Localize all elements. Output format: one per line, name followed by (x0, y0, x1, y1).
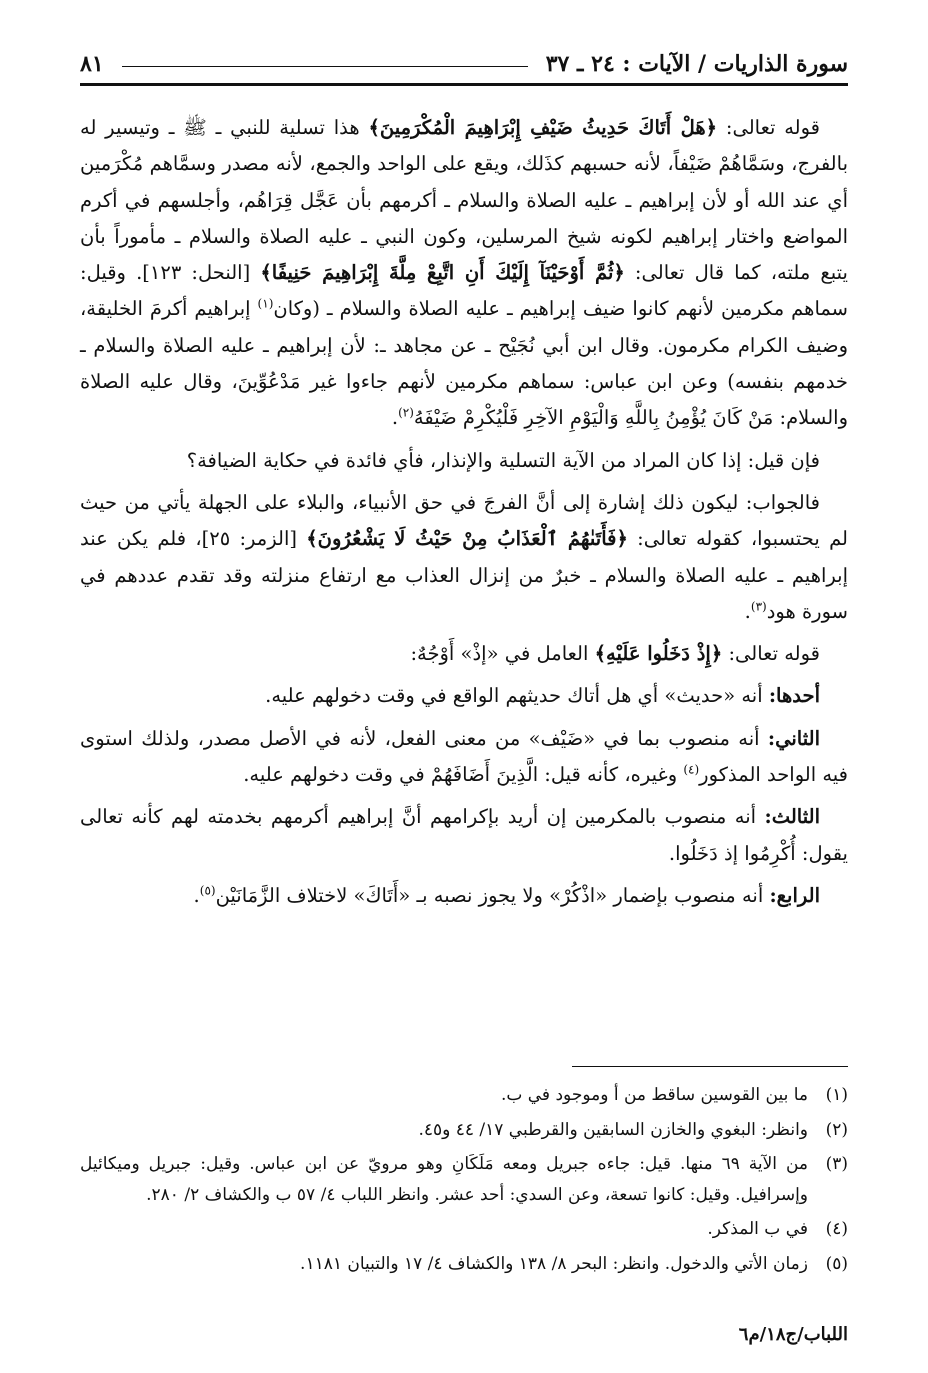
p4-text: العامل في «إذْ» أَوْجُهٌ: (410, 642, 595, 666)
term-third: الثالث: (764, 805, 820, 829)
main-text (80, 110, 848, 920)
footnote-5 (80, 1249, 848, 1280)
p1-text2: [النحل: ١٢٣]. وقيل: سماهم مكرمين لأنهم كانوا ضيف إبراهيم ـ عليه الصلاة والسلام ـ (وكان (80, 261, 848, 321)
footnote-1 (80, 1080, 848, 1111)
footnote-text: ما بين القوسين ساقط من أ وموجود في ب. (500, 1085, 808, 1105)
quran-quote-4: ﴿إِذْ دَخَلُوا عَلَيْهِ﴾ (594, 642, 723, 666)
paragraph-2: فإن قيل: إذا كان المراد من الآية التسلية والإنذار، فأي فائدة في حكاية الضيافة؟ (186, 448, 820, 472)
p8-end: . (193, 883, 200, 907)
p5-text: أنه «حديث» أي هل أتاك حديثهم الواقع في وقت دخولهم عليه. (265, 684, 769, 708)
quran-quote-3: ﴿فَأَتَىٰهُمُ ٱلْعَذَابُ مِنْ حَيْثُ لَا يَشْعُرُونَ﴾ (306, 527, 628, 551)
footnote-separator (572, 1066, 848, 1067)
footnote-3 (80, 1149, 848, 1210)
paragraph-1 (80, 110, 848, 437)
p1-lead: قوله تعالى: (717, 116, 821, 139)
p1-end: . (391, 406, 399, 430)
footnote-number: (٤) (825, 1219, 848, 1239)
paragraph-5 (80, 678, 848, 714)
p4-lead: قوله تعالى: (722, 642, 820, 666)
footnote-ref-1: (١) (257, 296, 274, 311)
paragraph-7 (80, 799, 848, 872)
p7-text: أنه منصوب بالمكرمين إن أريد بإكرامهم أنَّ إبراهيم أكرمهم بخدمته لهم كأنه تعالى يقول: أُكْرِمُوا إذ دَخَلُوا. (80, 805, 848, 865)
footnote-number: (٥) (825, 1253, 848, 1274)
p1-text: هذا تسلية للنبي ـ ﷺ ـ وتيسير له بالفرج، وسَمَّاهُمْ ضَيْفاً، لأنه حسبهم كذَلك، ويقع على الواحد والجمع، لأنه مصدر وسمَّاهم مُكْرَمين أي عند الله أو لأن إبراهيم ـ عليه الصلاة والسلام ـ أكرمهم بأن عَجَّل قِرَاهُم، وأجلسهم في أكرم المواضع واختار إبراهيم لكونه شيخ المرسلين، وكون النبي ـ عليه الصلاة والسلام ـ مأموراً بأن يتبع ملته، كما قال تعالى: (80, 116, 848, 285)
p3-text2: [الزمر: ٢٥]، فلم يكن عند إبراهيم ـ عليه الصلاة والسلام ـ خبرٌ من إنزال العذاب مع ارتفاع منزلته وقد تقدم عددهم في سورة هود (80, 527, 848, 623)
term-first: أحدها: (768, 684, 820, 708)
quran-quote-1: ﴿هَلْ أَتَاكَ حَدِيثُ ضَيْفِ إِبْرَاهِيمَ الْمُكْرَمِينَ﴾ (368, 116, 718, 139)
paragraph-3 (80, 485, 848, 630)
footnote-text: في ب المذكر. (707, 1219, 808, 1239)
p8-text: أنه منصوب بإضمار «اذْكُرْ» ولا يجوز نصبه بـ «أَتَاكَ» لاختلاف الزَّمَانَيْن (215, 883, 770, 907)
footnote-ref-5: (٥) (199, 883, 216, 898)
footnote-ref-3: (٣) (750, 599, 767, 614)
quran-quote-2: ﴿ثُمَّ أَوْحَيْنَآ إِلَيْكَ أَنِ اتَّبِعْ مِلَّةَ إِبْرَاهِيمَ حَنِيفًا﴾ (260, 261, 625, 285)
footnote-4 (80, 1214, 848, 1245)
footnote-number: (٣) (825, 1154, 848, 1174)
p6-text: أنه منصوب بما في «ضَيْف» من معنى الفعل، لأنه في الأصل مصدر، ولذلك استوى فيه الواحد المذكور (80, 726, 848, 787)
footnote-text: زمان الأتي والدخول. وانظر: البحر ٨/ ١٣٨ والكشاف ٤/ ١٧ والتبيان ١١٨١. (300, 1253, 808, 1274)
footnote-ref-4: (٤) (683, 762, 700, 777)
footnote-number: (١) (825, 1085, 848, 1105)
footnotes (80, 1080, 848, 1283)
footnote-text: وانظر: البغوي والخازن السابقين والقرطبي ١٧/ ٤٤ و٤٥. (418, 1119, 808, 1140)
header-title: سورة الذاريات / الآيات : ٢٤ ـ ٣٧ (545, 51, 848, 77)
page-number: ٨١ (80, 51, 104, 77)
term-fourth: الرابع: (769, 883, 820, 907)
footnote-2 (80, 1115, 848, 1146)
paragraph-8 (80, 878, 848, 914)
paragraph-4 (80, 636, 848, 672)
footnote-number: (٢) (825, 1119, 848, 1140)
p3-text: فالجواب: ليكون ذلك إشارة إلى أنَّ الفرجَ في حق الأنبياء، والبلاء على الجهلة يأتي من حيث لم يحتسبوا، كقوله تعالى: (80, 490, 848, 551)
running-header (80, 42, 848, 86)
footnote-text: من الآية ٦٩ منها. قيل: جاءه جبريل ومعه مَلَكَانِ وهو مرويّ عن ابن عباس. وقيل: جبريل وميكائيل وإسرافيل. وقيل: كانوا تسعة، وعن السدي: أحد عشر. وانظر اللباب ٤/ ٥٧ ب والكشاف ٢/ ٢٨٠. (80, 1154, 808, 1205)
header-rule (122, 66, 528, 67)
p6-text2: وغيره، كأنه قيل: الَّذِينَ أَضَافَهُمْ في وقت دخولهم عليه. (243, 763, 684, 787)
p1-text3: إبراهيم أكرمَ الخليقة، وضيف الكرام مكرمون. وقال ابن أبي نُجَيْح ـ عن مجاهد ـ: لأن إبراهيم ـ عليه الصلاة والسلام ـ خدمهم بنفسه) وعن ابن عباس: سماهم مكرمين لأنهم جاءوا غير مَدْعُوِّينَ، وقال عليه الصلاة والسلام: مَنْ كَانَ يُؤْمِنُ بِاللَّهِ وَالْيَوْمِ الآخِرِ فَلْيُكْرِمْ ضَيْفَهُ (80, 297, 848, 430)
paragraph-6 (80, 721, 848, 794)
p3-end: . (744, 599, 751, 623)
term-second: الثاني: (767, 726, 820, 750)
footnote-ref-2: (٢) (398, 405, 414, 420)
page-signature: اللباب/ج١٨/م٦ (738, 1324, 848, 1345)
